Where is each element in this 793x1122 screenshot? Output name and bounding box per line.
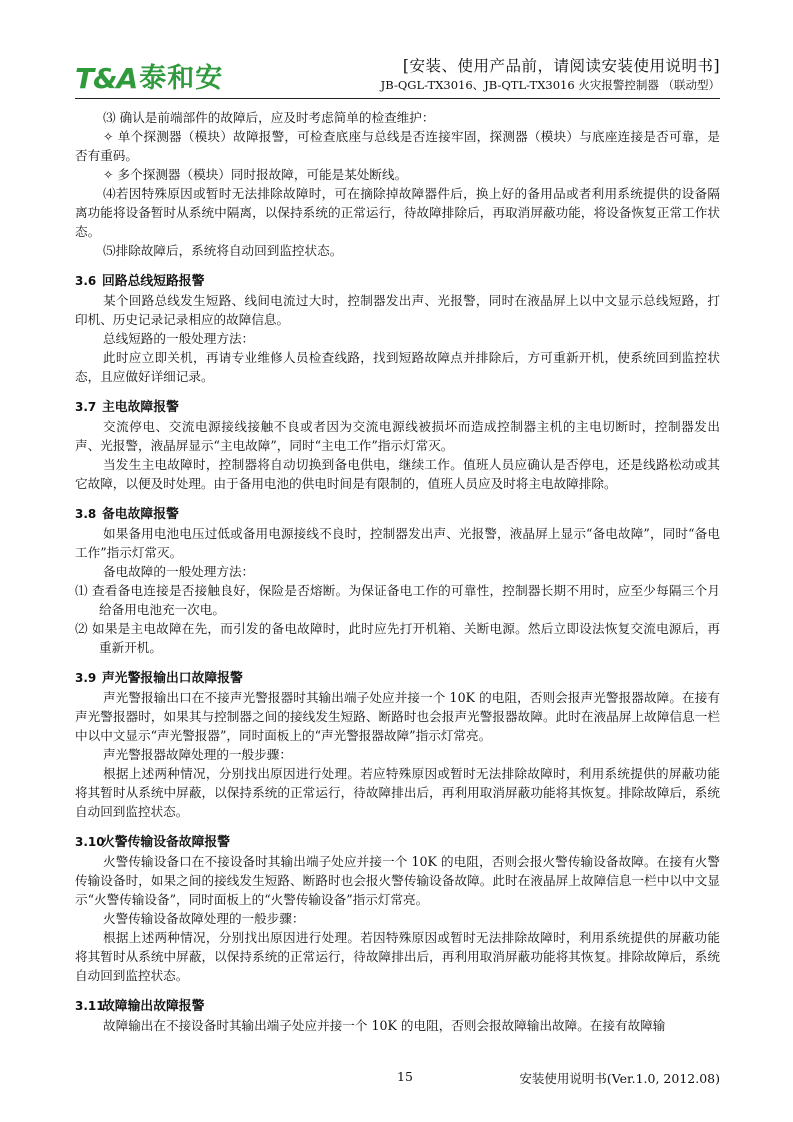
section-heading-3-7 [75,398,720,417]
section-title: 主电故障报警 [102,400,179,415]
paragraph: 火警传输设备故障处理的一般步骤： [103,911,305,926]
paragraph: 根据上述两种情况，分别找出原因进行处理。若因特殊原因或暂时无法排除故障时，利用系统提供的屏蔽功能将其暂时从系统中屏蔽，以保持系统的正常运行，待故障排出后，再利用取消屏蔽功能将其恢复。排除故障后，系统自动回到监控状态。 [75,930,720,983]
paragraph: 当发生主电故障时，控制器将自动切换到备电供电，继续工作。值班人员应确认是否停电，还是线路松动或其它故障，以便及时处理。由于备用电池的供电时间是有限制的，值班人员应及时将主电故障排除。 [75,457,720,491]
bullet-item: ✧ 多个探测器（模块）同时报故障，可能是某处断线。 [103,167,408,182]
logo-ampersand: & [93,62,117,95]
logo-letter-a: A [116,62,138,95]
header-divider [75,98,720,99]
section-number: 3.7 [75,400,97,414]
section-heading-3-10 [75,833,720,852]
document-version: 安装使用说明书(Ver.1.0, 2012.08) [519,1071,720,1086]
section-title: 备电故障报警 [102,507,179,522]
paragraph: 火警传输设备口在不接设备时其输出端子处应并接一个 10K 的电阻，否则会报火警传输设备故障。在接有火警传输设备时，如果之间的接线发生短路、断路时也会报火警传输设备故障。此时在液晶屏上故障信息一栏中以中文显示“火警传输设备”，同时面板上的“火警传输设备”指示灯常亮。 [75,854,720,907]
paragraph: 如果备用电池电压过低或备用电源接线不良时，控制器发出声、光报警，液晶屏上显示“备电故障”，同时“备电工作”指示灯常灭。 [75,526,720,560]
section-title: 火警传输设备故障报警 [102,835,230,850]
numbered-item: ⑴ 查看备电连接是否接触良好，保险是否熔断。为保证备电工作的可靠性，控制器长期不用时，应至少每隔三个月给备用电池充一次电。 [75,583,720,617]
paragraph: 根据上述两种情况，分别找出原因进行处理。若应特殊原因或暂时无法排除故障时，利用系统提供的屏蔽功能将其暂时从系统中屏蔽，以保持系统的正常运行，待故障排出后，再利用取消屏蔽功能将其恢复。排除故障后，系统自动回到监控状态。 [75,766,720,819]
section-number: 3.9 [75,671,97,685]
header-text [381,56,720,93]
section-heading-3-9 [75,669,720,688]
header-subtitle: JB-QGL-TX3016、JB-QTL-TX3016 火灾报警控制器 （联动型） [380,78,720,92]
company-logo [75,56,223,96]
section-number: 3.10 [75,835,105,849]
paragraph: 备电故障的一般处理方法： [103,564,255,579]
section-number: 3.11 [75,999,105,1013]
paragraph: 此时应立即关机，再请专业维修人员检查线路，找到短路故障点并排除后，方可重新开机，使系统回到监控状态，且应做好详细记录。 [75,350,720,384]
section-title: 回路总线短路报警 [102,274,205,289]
numbered-item: ⑵ 如果是主电故障在先，而引发的备电故障时，此时应先打开机箱、关断电源。然后立即设法恢复交流电源后，再重新开机。 [75,621,720,655]
paragraph: ⑸排除故障后，系统将自动回到监控状态。 [103,243,343,258]
page-header [75,56,720,98]
section-heading-3-8 [75,505,720,524]
paragraph: 声光警报输出口在不接声光警报器时其输出端子处应并接一个 10K 的电阻，否则会报声光警报器故障。在接有声光警报器时，如果其与控制器之间的接线发生短路、断路时也会报声光警报器故障。此时在液晶屏上故障信息一栏中以中文显示“声光警报器”，同时面板上的“声光警报器故障”指示灯常亮。 [75,690,720,743]
paragraph: 总线短路的一般处理方法： [103,331,255,346]
page-footer [75,1069,720,1087]
paragraph: 交流停电、交流电源接线接触不良或者因为交流电源线被损坏而造成控制器主机的主电切断时，控制器发出声、光报警，液晶屏显示“主电故障”，同时“主电工作”指示灯常灭。 [75,419,720,453]
section-number: 3.8 [75,507,97,521]
section-title: 声光警报输出口故障报警 [102,671,243,686]
bullet-item: ✧ 单个探测器（模块）故障报警，可检查底座与总线是否连接牢固，探测器（模块）与底座连接是否可靠，是否有重码。 [75,129,720,163]
section-number: 3.6 [75,274,97,288]
paragraph: 故障输出在不接设备时其输出端子处应并接一个 10K 的电阻，否则会报故障输出故障。在接有故障输 [103,1018,666,1033]
logo-letter-t: T [75,62,94,95]
paragraph: ⑷若因特殊原因或暂时无法排除故障时，可在摘除掉故障器件后，换上好的备用品或者利用系统提供的设备隔离功能将设备暂时从系统中隔离，以保持系统的正常运行，待故障排除后，再取消屏蔽功能，将设备恢复正常工作状态。 [75,186,720,239]
paragraph: ⑶ 确认是前端部件的故障后，应及时考虑简单的检查维护： [103,110,435,125]
section-heading-3-11 [75,997,720,1016]
page-number: 15 [397,1069,413,1084]
document-body [75,108,720,1035]
logo-chinese-name: 泰和安 [139,63,224,94]
paragraph: 某个回路总线发生短路、线间电流过大时，控制器发出声、光报警，同时在液晶屏上以中文显示总线短路，打印机、历史记录记录相应的故障信息。 [75,293,720,327]
section-heading-3-6 [75,272,720,291]
header-title: [安装、使用产品前，请阅读安装使用说明书] [402,57,720,75]
paragraph: 声光警报器故障处理的一般步骤： [103,747,292,762]
section-title: 故障输出故障报警 [102,999,205,1014]
